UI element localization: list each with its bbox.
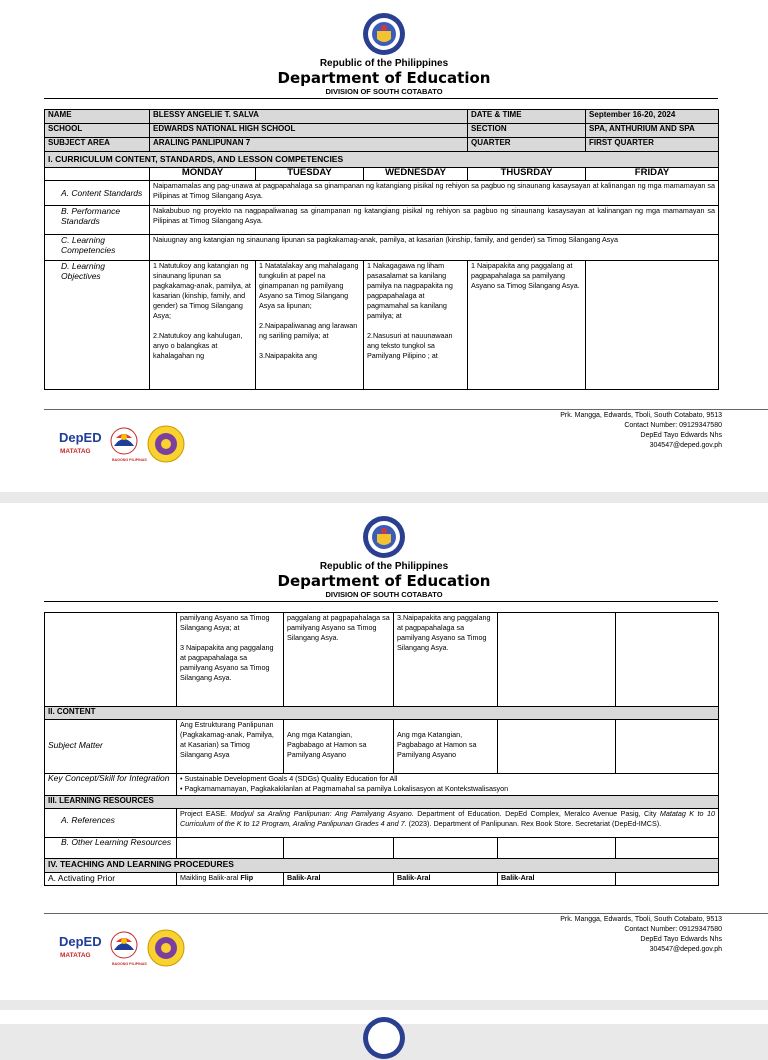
- learning-competencies-label: C. Learning Competencies: [45, 235, 150, 261]
- section-procedures-title: IV. TEACHING AND LEARNING PROCEDURES: [45, 859, 719, 873]
- logo-bagong-text: BAGONG PILIPINAS: [112, 962, 147, 966]
- objectives-thursday: 1 Naipapakita ang paggalang at pagpapahalaga sa pamilyang Asyano sa Timog Silangang Asya.: [468, 261, 586, 390]
- footer-phone: Contact Number: 09129347580: [624, 422, 722, 429]
- day-thursday: THUSRDAY: [468, 168, 586, 181]
- deped-seal-icon: [362, 515, 406, 559]
- logo-deped-text: DepED: [59, 430, 102, 445]
- department-title: Department of Education: [277, 69, 491, 87]
- deped-matatag-logo-icon: [58, 928, 188, 970]
- content-standards-text: Naipamamalas ang pag-unawa at pagpapahalaga sa ginampanan ng katangiang pisikal ng rehiyon sa pagbuo ng sinaunang kasaysayan at kalinangan ng mga mamamayan sa Pilipinas at Timog Silangang Asya.: [150, 181, 719, 206]
- footer-logos: [58, 928, 188, 970]
- objectives-monday: 1 Natutukoy ang katangian ng sinaunang lipunan sa pagkakamag-anak, pamilya, at kasarian (kinship, family, and gender) sa Timog Silangang Asya; 2.Natutukoy ang kahulugan, anyo o balangkas at kahalagahan ng: [150, 261, 256, 390]
- header-divider: [44, 98, 718, 99]
- performance-standards-label: B. Performance Standards: [45, 206, 150, 235]
- footer-divider: [44, 913, 768, 914]
- continuation-blank: [45, 613, 177, 707]
- activating-prior-label: A. Activating Prior: [45, 873, 177, 886]
- republic-text: Republic of the Philippines: [319, 561, 449, 572]
- republic-text: Republic of the Philippines: [319, 58, 449, 69]
- key-concept-text: [177, 774, 719, 796]
- logo-bagong-text: BAGONG PILIPINAS: [112, 458, 147, 462]
- footer-address: Prk. Mangga, Edwards, Tboli, South Cotabato, 9513: [560, 916, 722, 923]
- activating-friday: [616, 873, 719, 886]
- key-concept-sdg: • Sustainable Development Goals 4 (SDGs) Quality Education for All: [180, 774, 398, 783]
- date-value: September 16-20, 2024: [586, 110, 719, 124]
- footer-divider: [44, 409, 768, 410]
- other-resources-thursday: [498, 838, 616, 859]
- objectives-wednesday: 1 Nakagagawa ng liham pasasalamat sa kanilang pamilya na nagpapakita ng pagpapahalaga at pagmamahal sa kanilang pamilya; at 2.Nasusuri at nauunawaan ang teksto tungkol sa Pamilyang Pilipino ; at: [364, 261, 468, 390]
- division-text: DIVISION OF SOUTH COTABATO: [325, 87, 443, 96]
- day-wednesday: WEDNESDAY: [364, 168, 468, 181]
- other-resources-friday: [616, 838, 719, 859]
- objectives-friday: [586, 261, 719, 390]
- key-concept-values: • Pagkamamamayan, Pagkakakilanlan at Pagmamahal sa pamilya Lokalisasyon at Kontekstwalisasyon: [180, 784, 509, 793]
- footer-logos: [58, 424, 188, 466]
- days-header-blank: [45, 168, 150, 181]
- page-3: [0, 1010, 768, 1024]
- objectives-friday-cont: [616, 613, 719, 707]
- day-tuesday: TUESDAY: [256, 168, 364, 181]
- performance-standards-text: Nakabubuo ng proyekto na nagpapaliwanag sa ginampanan ng katangiang pisikal ng rehiyon sa pagbuo ng sinaunang kasaysayan at kalinangan ng mga mamamayan sa Pilipinas at Timog Silangang Asya.: [150, 206, 719, 235]
- activating-monday: Maikling Balik-aral Flip: [177, 873, 284, 886]
- footer-address: Prk. Mangga, Edwards, Tboli, South Cotabato, 9513: [560, 412, 722, 419]
- name-label: NAME: [45, 110, 150, 124]
- footer-contact: [560, 915, 722, 955]
- subject-matter-friday: [616, 720, 719, 774]
- logo-matatag-text: MATATAG: [60, 448, 91, 455]
- other-resources-monday: [177, 838, 284, 859]
- footer-facebook: DepEd Tayo Edwards Nhs: [640, 432, 722, 439]
- quarter-label: QUARTER: [468, 138, 586, 152]
- other-resources-label: B. Other Learning Resources: [45, 838, 177, 859]
- footer-email: 304547@deped.gov.ph: [649, 946, 722, 953]
- lesson-plan-table: [44, 109, 719, 390]
- other-resources-tuesday: [284, 838, 394, 859]
- footer-phone: Contact Number: 09129347580: [624, 926, 722, 933]
- section-content-title: II. CONTENT: [45, 707, 719, 720]
- deped-matatag-logo-icon: [58, 424, 188, 466]
- logo-matatag-text: MATATAG: [60, 952, 91, 959]
- learning-competencies-text: Naiuugnay ang katangian ng sinaunang lipunan sa pagkakamag-anak, pamilya, at kasarian (kinship, family, and gender) sa Timog Silangang Asya: [150, 235, 719, 261]
- references-label: A. References: [45, 809, 177, 838]
- other-resources-wednesday: [394, 838, 498, 859]
- activating-thursday: Balik-Aral: [498, 873, 616, 886]
- footer-facebook: DepEd Tayo Edwards Nhs: [640, 936, 722, 943]
- subject-label: SUBJECT AREA: [45, 138, 150, 152]
- references-text: Project EASE. Modyul sa Araling Panlipunan: Ang Pamilyang Asyano. Department of Education. DepEd Complex, Meralco Avenue Pasig, City Matatag K to 10 Curriculum of the K to 12 Program, Araling Panlipunan Grades 4 and 7. (2023). Department of Panlipunan. Rex Book Store. Secretariat (DepEd-IMCS).: [177, 809, 719, 838]
- school-value: EDWARDS NATIONAL HIGH SCHOOL: [150, 124, 468, 138]
- subject-matter-monday: Ang Estrukturang Panlipunan (Pagkakamag-anak, Pamilya, at Kasarian) sa Timog Silangang Asya: [177, 720, 284, 774]
- deped-seal-icon: [362, 1016, 406, 1060]
- subject-matter-thursday: [498, 720, 616, 774]
- page-1: [0, 0, 768, 492]
- logo-deped-text: DepED: [59, 934, 102, 949]
- key-concept-label: Key Concept/Skill for Integration: [45, 774, 177, 796]
- objectives-monday-cont: pamilyang Asyano sa Timog Silangang Asya; at 3 Naipapakita ang paggalang at pagpapahalaga sa pamilyang Asyano sa Timog Silangang Asya.: [177, 613, 284, 707]
- division-text: DIVISION OF SOUTH COTABATO: [325, 590, 443, 599]
- header-divider: [44, 601, 718, 602]
- deped-seal-icon: [362, 12, 406, 56]
- objectives-wednesday-cont: 3.Naipapakita ang paggalang at pagpapahalaga sa pamilyang Asyano sa Timog Silangang Asya.: [394, 613, 498, 707]
- objectives-tuesday: 1 Natatalakay ang mahalagang tungkulin at papel na ginampanan ng pamilyang Asyano sa Timog Silangang Asya sa lipunan; 2.Naipapaliwanag ang larawan ng sariling pamilya; at 3.Naipapakita ang: [256, 261, 364, 390]
- objectives-tuesday-cont: paggalang at pagpapahalaga sa pamilyang Asyano sa Timog Silangang Asya.: [284, 613, 394, 707]
- activating-wednesday: Balik-Aral: [394, 873, 498, 886]
- content-standards-label: A. Content Standards: [45, 181, 150, 206]
- department-title: Department of Education: [277, 572, 491, 590]
- subject-value: ARALING PANLIPUNAN 7: [150, 138, 468, 152]
- section-resources-title: III. LEARNING RESOURCES: [45, 796, 719, 809]
- objectives-thursday-cont: [498, 613, 616, 707]
- section-curriculum-title: I. CURRICULUM CONTENT, STANDARDS, AND LESSON COMPETENCIES: [45, 152, 719, 168]
- day-monday: MONDAY: [150, 168, 256, 181]
- activating-tuesday: Balik-Aral: [284, 873, 394, 886]
- date-label: DATE & TIME: [468, 110, 586, 124]
- subject-matter-label: Subject Matter: [45, 720, 177, 774]
- subject-matter-wednesday: Ang mga Katangian, Pagbabago at Hamon sa Pamilyang Asyano: [394, 720, 498, 774]
- footer-email: 304547@deped.gov.ph: [649, 442, 722, 449]
- page-2: [0, 503, 768, 1000]
- section-label: SECTION: [468, 124, 586, 138]
- section-value: SPA, ANTHURIUM AND SPA: [586, 124, 719, 138]
- footer-contact: [560, 411, 722, 451]
- lesson-plan-table-continued: [44, 612, 719, 886]
- name-value: BLESSY ANGELIE T. SALVA: [150, 110, 468, 124]
- day-friday: FRIDAY: [586, 168, 719, 181]
- learning-objectives-label: D. Learning Objectives: [45, 261, 150, 390]
- school-label: SCHOOL: [45, 124, 150, 138]
- quarter-value: FIRST QUARTER: [586, 138, 719, 152]
- subject-matter-tuesday: Ang mga Katangian, Pagbabago at Hamon sa Pamilyang Asyano: [284, 720, 394, 774]
